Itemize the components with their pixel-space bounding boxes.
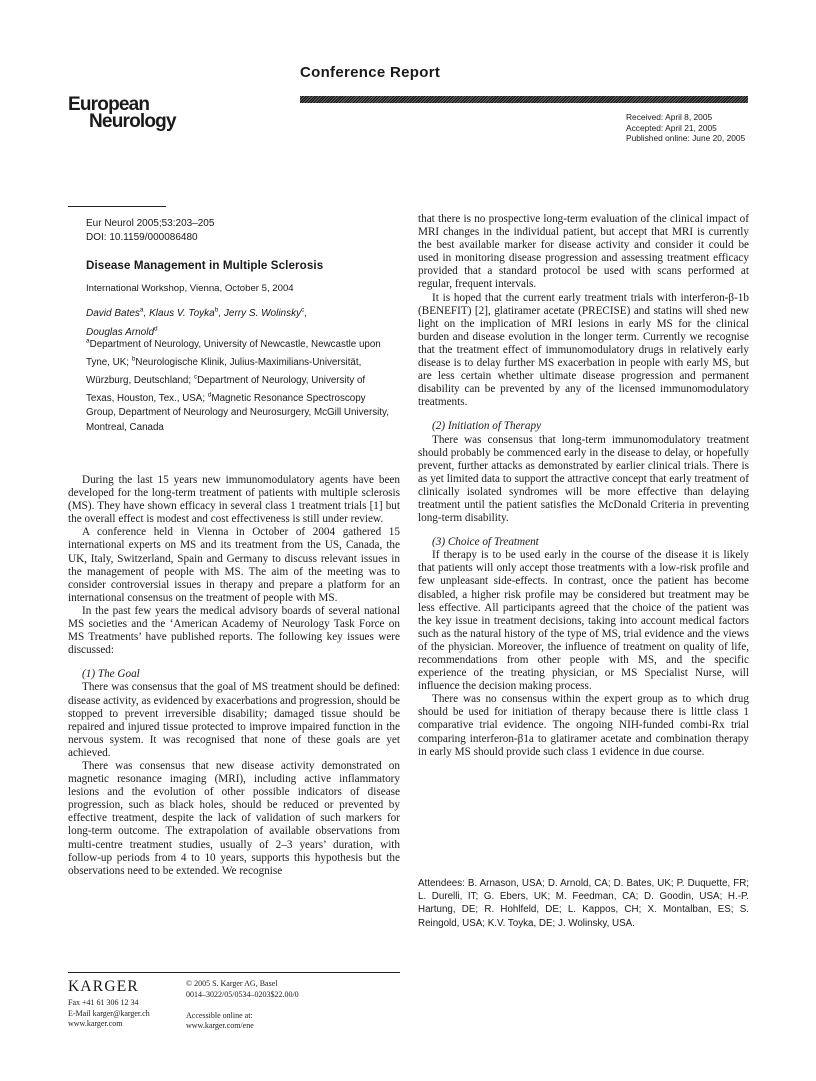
body-paragraph: It is hoped that the current early treatment trials with interferon-β-1b (BENEFIT) [2], glatiramer acetate (PRECISE) and statins will shed new light on the implication of MRI lesions in early MS for the clinical burden and disease evolution in the longer term. Currently we recognise that the treatment effect of immunomodulatory drugs in relatively early disease is to delay further MS exacerbation in people with early MS, but are less certain whether ultimate disease progression and permanent disability can be prevented by any of the licensed immunomodulatory treatments. bbox=[418, 291, 749, 409]
affiliation: $^a$Department of Neurology, University of Newcastle, Newcastle upon Tyne, UK; bbox=[86, 338, 381, 369]
accessible-label: Accessible online at: bbox=[186, 1010, 253, 1020]
publisher-logo: KARGER bbox=[68, 978, 139, 995]
section-heading-initiation: (2) Initiation of Therapy bbox=[432, 420, 542, 433]
section-heading-choice: (3) Choice of Treatment bbox=[432, 536, 539, 549]
header-rule-bar bbox=[300, 96, 748, 103]
received-date: Received: April 8, 2005 bbox=[626, 112, 713, 122]
journal-logo-line2: Neurology bbox=[89, 111, 176, 132]
front-matter-rule bbox=[68, 206, 166, 207]
journal-logo-line1: European bbox=[68, 94, 150, 115]
body-paragraph: A conference held in Vienna in October of 2004 gathered 15 international experts on MS and its treatment from the US, Canada, the UK, Italy, Switzerland, Spain and Germany to discuss relevant issues in the management of people with MS. The aim of the meeting was to consider controversial issues in therapy and prepare a platform for an international consensus on the treatment of people with MS. bbox=[68, 526, 400, 604]
body-paragraph: If therapy is to be used early in the course of the disease it is likely that patients will only accept those treatments with a low-risk profile and few unpleasant side-effects. In contrast, once the patient has become disabled, a higher risk profile may be considered but treatment may be less effective. All participants agreed that the choice of the patient was the key issue in treatment decisions, taking into account medical factors such as the natural history of the type of MS, trial evidence and the views of the physician. Moreover, the influence of treatment on quality of life, recommendations from other people with MS, and the specific experience of the treating physician, or MS Specialist Nurse, will influence the decision making process. bbox=[418, 549, 749, 693]
affiliation: $^d$Magnetic Resonance Spectroscopy Group, Department of Neurology and Neurosurgery, McGill University, Montreal, Canada bbox=[86, 391, 389, 434]
body-column-left bbox=[68, 474, 400, 878]
body-paragraph: that there is no prospective long-term evaluation of the clinical impact of MRI changes in the individual patient, but accept that MRI is currently the best available marker for disease activity and consider it could be used in monitoring disease progression and assessing treatment efficacy provided that a standard protocol be used with scans performed at regular, frequent intervals. bbox=[418, 213, 749, 291]
body-paragraph: There was consensus that the goal of MS treatment should be defined: disease activity, as evidenced by exacerbations and progression, should be stopped to prevent irreversible disability; damaged tissue should be repaired and injured tissue protected to improve impaired function in the nervous system. It was recognised that none of these goals are yet achieved. bbox=[68, 681, 400, 759]
section-heading-goal: (1) The Goal bbox=[82, 668, 140, 681]
article-title: Disease Management in Multiple Sclerosis bbox=[86, 259, 324, 272]
body-paragraph: In the past few years the medical advisory boards of several national MS societies and the ‘American Academy of Neurology Task Force on MS Treatments’ have published reports. The following key issues were discussed: bbox=[68, 604, 400, 657]
section-label: Conference Report bbox=[300, 64, 441, 81]
email: E-Mail karger@karger.ch bbox=[68, 1008, 150, 1018]
body-paragraph: There was consensus that long-term immunomodulatory treatment should probably be commenced early in the disease to delay, or hopefully prevent, further attacks as demonstrated by earlier clinical trials. There is as yet limited data to support the attractive concept that early treatment of clinically isolated syndromes will be more effective than delaying treatment until the patient satisfies the McDonald Criteria in preventing long-term disability. bbox=[418, 433, 749, 525]
body-paragraph: During the last 15 years new immunomodulatory agents have been developed for the long-term treatment of patients with multiple sclerosis (MS). They have shown efficacy in several class 1 treatment trials [1] but the overall effect is modest and cost effectiveness is still under review. bbox=[68, 474, 400, 526]
issn: 0014–3022/05/0534–0203$22.00/0 bbox=[186, 989, 299, 999]
copyright: © 2005 S. Karger AG, Basel bbox=[186, 979, 278, 988]
citation: Eur Neurol 2005;53:203–205 bbox=[86, 218, 215, 229]
article-subtitle: International Workshop, Vienna, October 5, 2004 bbox=[86, 283, 294, 294]
citation-block bbox=[86, 217, 214, 245]
author: Jerry S. Wolinsky$^c$, bbox=[223, 307, 308, 320]
publisher-contact bbox=[68, 998, 150, 1030]
doi: DOI: 10.1159/000086480 bbox=[86, 232, 198, 243]
online-url: www.karger.com/ene bbox=[186, 1021, 254, 1030]
publication-dates bbox=[626, 112, 745, 144]
attendees-list: Attendees: B. Arnason, USA; D. Arnold, CA; D. Bates, UK; P. Duquette, FR; L. Durelli, IT; G. Ebers, UK; M. Feedman, CA; D. Goodin, USA; H.-P. Hartung, DE; R. Hohlfeld, DE; L. Kappos, CH; X. Montalban, ES; S. Reingold, USA; K.V. Toyka, DE; J. Wolinsky, USA. bbox=[418, 878, 749, 929]
author: Klaus V. Toyka$^b$, bbox=[149, 307, 224, 320]
footer-rule bbox=[68, 972, 400, 973]
published-date: Published online: June 20, 2005 bbox=[626, 133, 746, 143]
author: Douglas Arnold$^d$ bbox=[86, 325, 158, 338]
affiliations bbox=[86, 335, 391, 436]
affiliation: $^b$Neurologische Klinik, Julius-Maximilians-Universität, Würzburg, Deutschland; bbox=[86, 355, 362, 386]
body-paragraph: There was no consensus within the expert group as to which drug should be used for initiation of therapy because there is little class 1 comparative trial evidence. The ongoing NIH-funded combi-Rx trial comparing interferon-β1a to glatiramer acetate and combination therapy in early MS should provide such class 1 evidence in due course. bbox=[418, 693, 749, 758]
body-paragraph: There was consensus that new disease activity demonstrated on magnetic resonance imaging (MRI), including active inflammatory lesions and the evolution of other possible indicators of disease progression, such as black holes, should be reduced or prevented by effective treatment, despite the lack of validation of such markers for long-term outcome. The extrapolation of available observations from multi-centre treatment studies, usually of 2–3 years’ duration, with follow-up periods from 4 to 10 years, supports this hypothesis but the observations need to be extended. We recognise bbox=[68, 759, 400, 877]
body-column-right bbox=[418, 213, 749, 759]
copyright-block bbox=[186, 979, 299, 1032]
affiliation: $^c$Department of Neurology, University of Texas, Houston, Tex., USA; bbox=[86, 373, 366, 404]
website: www.karger.com bbox=[68, 1019, 123, 1028]
fax: Fax +41 61 306 12 34 bbox=[68, 998, 139, 1007]
accepted-date: Accepted: April 21, 2005 bbox=[626, 122, 717, 133]
author: David Bates$^a$, bbox=[86, 307, 150, 320]
journal-logo bbox=[68, 96, 176, 130]
